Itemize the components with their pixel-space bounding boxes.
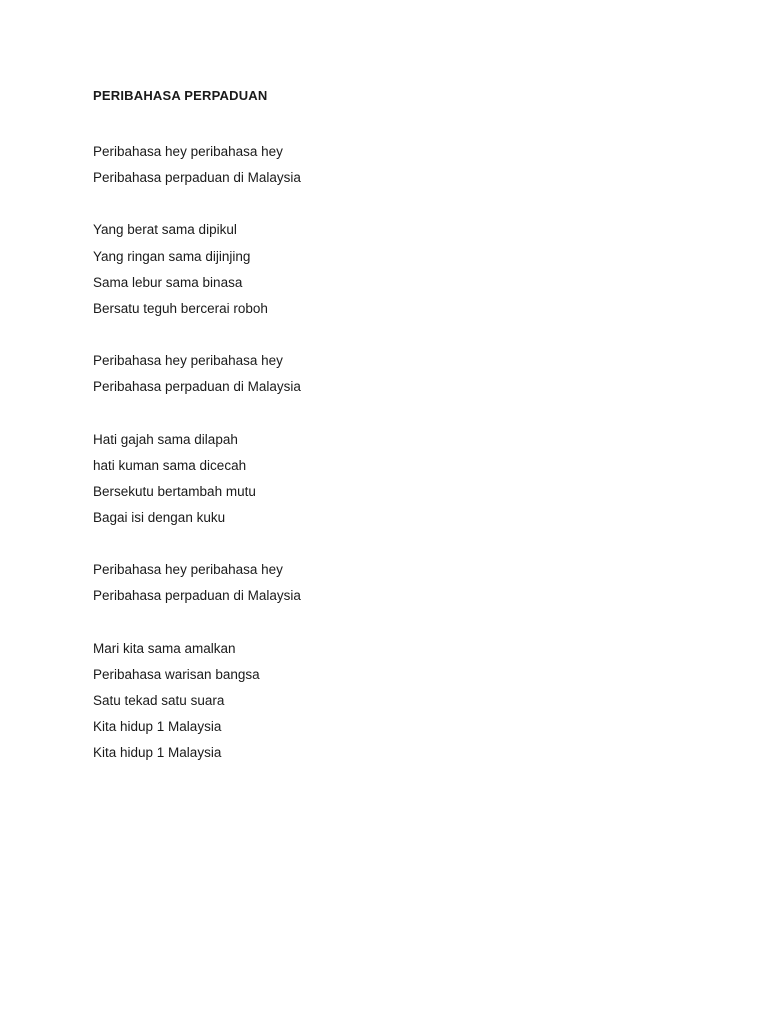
stanza-1 [93, 139, 693, 191]
stanza-line: Peribahasa perpaduan di Malaysia [93, 588, 301, 604]
stanza-line: Bagai isi dengan kuku [93, 510, 226, 526]
stanza-line: Satu tekad satu suara [93, 693, 225, 708]
document-body [93, 87, 693, 793]
stanza-line: Yang ringan sama dijinjing [93, 248, 251, 264]
stanza-4 [93, 427, 693, 532]
stanza-line: Peribahasa hey peribahasa hey [93, 562, 283, 578]
stanza-line: Peribahasa warisan bangsa [93, 666, 260, 682]
stanza-5 [93, 557, 693, 609]
stanza-line: Hati gajah sama dilapah [93, 431, 238, 447]
stanza-line: Sama lebur sama binasa [93, 274, 243, 290]
stanza-line: hati kuman sama dicecah [93, 457, 247, 473]
stanza-line: Kita hidup 1 Malaysia [93, 719, 222, 735]
document-title: PERIBAHASA PERPADUAN [93, 88, 268, 103]
stanza-3 [93, 348, 693, 400]
stanza-line: Peribahasa perpaduan di Malaysia [93, 379, 301, 395]
stanza-line: Mari kita sama amalkan [93, 640, 236, 656]
stanza-line: Kita hidup 1 Malaysia [93, 745, 222, 761]
stanza-line: Bersekutu bertambah mutu [93, 483, 256, 499]
stanza-line: Bersatu teguh bercerai roboh [93, 300, 268, 316]
stanza-line: Peribahasa hey peribahasa hey [93, 353, 283, 369]
stanza-line: Yang berat sama dipikul [93, 222, 237, 238]
stanza-6 [93, 636, 693, 767]
stanza-line: Peribahasa hey peribahasa hey [93, 144, 283, 159]
stanza-2 [93, 217, 693, 322]
stanza-line: Peribahasa perpaduan di Malaysia [93, 170, 301, 186]
